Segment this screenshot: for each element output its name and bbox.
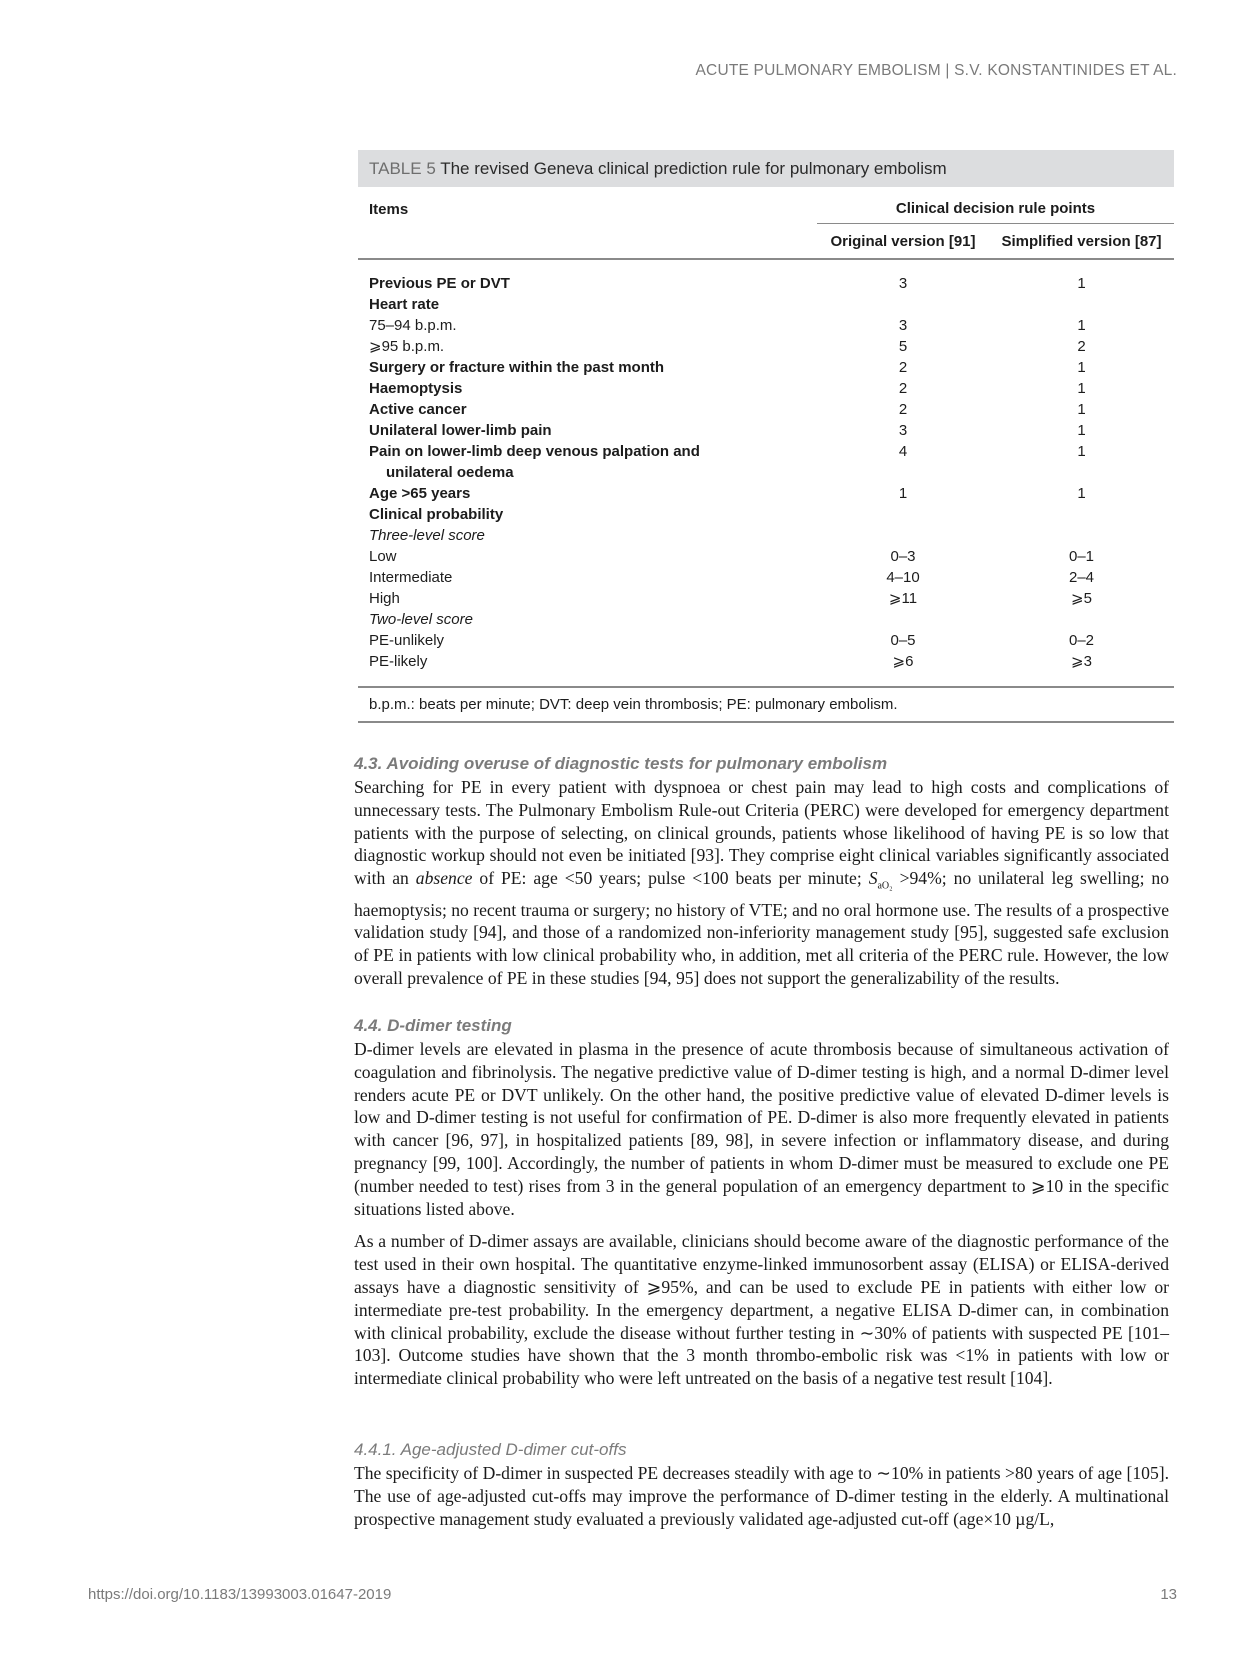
row-original: ⩾6 bbox=[892, 653, 914, 670]
row-item: Heart rate bbox=[369, 296, 440, 313]
table-row bbox=[358, 651, 1174, 672]
table-caption bbox=[358, 150, 1174, 187]
row-original: 2 bbox=[898, 359, 908, 376]
table-row bbox=[358, 441, 1174, 483]
row-original: 4 bbox=[898, 443, 908, 460]
subsection-heading: 4.4.1. Age-adjusted D-dimer cut-offs bbox=[354, 1440, 627, 1459]
section-4-3 bbox=[354, 754, 1169, 990]
table-row bbox=[358, 315, 1174, 336]
row-item: PE-unlikely bbox=[369, 632, 445, 649]
row-item: Previous PE or DVT bbox=[369, 275, 510, 292]
page-number: 13 bbox=[1160, 1586, 1177, 1603]
row-simplified: ⩾5 bbox=[1071, 590, 1092, 607]
row-simplified bbox=[989, 525, 1174, 546]
row-item: Surgery or fracture within the past month bbox=[369, 359, 665, 376]
sao2-subscript: aO₂ bbox=[877, 880, 893, 892]
table-row bbox=[358, 567, 1174, 588]
row-original bbox=[817, 525, 989, 546]
row-simplified: 1 bbox=[1077, 359, 1086, 376]
row-simplified: ⩾3 bbox=[1071, 653, 1092, 670]
section-4-4 bbox=[354, 1016, 1169, 1390]
row-item: Two-level score bbox=[369, 611, 473, 628]
row-item: Clinical probability bbox=[369, 506, 504, 523]
table-row bbox=[358, 259, 1174, 294]
row-original: 0–5 bbox=[890, 632, 916, 649]
row-item bbox=[358, 441, 817, 483]
col-header-group: Clinical decision rule points bbox=[817, 187, 1174, 224]
row-item: Unilateral lower-limb pain bbox=[369, 422, 552, 439]
row-simplified: 1 bbox=[1077, 485, 1086, 502]
section-paragraph: The specificity of D-dimer in suspected PE decreases steadily with age to ∼10% in patients >80 years of age [105]. The use of age-adjusted cut-offs may improve the performance of D-dimer testing in the elderly. A multinational prospective management study evaluated a previously validated age-adjusted cut-off (age×10 µg/L, bbox=[354, 1463, 1169, 1529]
section-paragraph: As a number of D-dimer assays are available, clinicians should become aware of the diagnostic performance of the test used in their own hospital. The quantitative enzyme-linked immunosorbent assay (ELISA) or ELISA-derived assays have a diagnostic sensitivity of ⩾95%, and can be used to exclude PE in patients with either low or intermediate pre-test probability. In the emergency department, a negative ELISA D-dimer can, in combination with clinical probability, exclude the disease without further testing in ∼30% of patients with suspected PE [101–103]. Outcome studies have shown that the 3 month thrombo-embolic risk was <1% in patients with low or intermediate clinical probability who were left untreated on the basis of a negative test result [104]. bbox=[354, 1231, 1169, 1389]
col-header-items: Items bbox=[369, 200, 409, 218]
row-simplified: 1 bbox=[1077, 401, 1086, 418]
running-head: ACUTE PULMONARY EMBOLISM | S.V. KONSTANTINIDES ET AL. bbox=[695, 62, 1177, 79]
section-paragraph: D-dimer levels are elevated in plasma in the presence of acute thrombosis because of simultaneous activation of coagulation and fibrinolysis. The negative predictive value of D-dimer testing is high, and a normal D-dimer level renders acute PE or DVT unlikely. On the other hand, the positive predictive value of elevated D-dimer levels is low and D-dimer testing is not useful for confirmation of PE. D-dimer is also more frequently elevated in patients with cancer [96, 97], in hospitalized patients [89, 98], in severe infection or inflammatory disease, and during pregnancy [99, 100]. Accordingly, the number of patients in whom D-dimer must be measured to exclude one PE (number needed to test) rises from 3 in the general population of an emergency department to ⩾10 in the specific situations listed above. bbox=[354, 1039, 1169, 1219]
row-original bbox=[817, 504, 989, 525]
row-item-line2: unilateral oedema bbox=[386, 464, 514, 481]
row-simplified: 1 bbox=[1077, 275, 1086, 292]
row-simplified: 0–1 bbox=[1068, 548, 1095, 565]
col-header-simplified: Simplified version [87] bbox=[989, 224, 1174, 260]
text-run: >94%; no unilateral leg swelling; no haemoptysis; no recent trauma or surgery; no history of VTE; and no oral hormone use. The results of a prospective validation study [94], and those of a randomized non-inferiority management study [95], suggested safe exclusion of PE in patients with low clinical probability who, in addition, met all criteria of the PERC rule. However, the low overall prevalence of PE in these studies [94, 95] does not support the generalizability of the results. bbox=[354, 868, 1169, 988]
table-row bbox=[358, 630, 1174, 651]
geneva-table bbox=[358, 187, 1174, 672]
row-simplified: 1 bbox=[1077, 317, 1086, 334]
row-simplified bbox=[989, 294, 1174, 315]
row-item: Age >65 years bbox=[369, 485, 471, 502]
row-simplified: 2 bbox=[1077, 338, 1086, 355]
row-item-line1: Pain on lower-limb deep venous palpation and bbox=[369, 443, 700, 460]
row-item: High bbox=[369, 590, 400, 607]
row-item: ⩾95 b.p.m. bbox=[369, 338, 445, 355]
row-item: Intermediate bbox=[369, 569, 453, 586]
row-simplified: 1 bbox=[1077, 380, 1086, 397]
row-item: Active cancer bbox=[369, 401, 467, 418]
row-original: 3 bbox=[898, 422, 908, 439]
row-item: Low bbox=[369, 548, 397, 565]
table-label: TABLE 5 bbox=[369, 159, 436, 178]
row-simplified: 1 bbox=[1077, 422, 1086, 439]
row-original bbox=[817, 294, 989, 315]
table-row bbox=[358, 588, 1174, 609]
table-footnote: b.p.m.: beats per minute; DVT: deep vein thrombosis; PE: pulmonary embolism. bbox=[358, 686, 1174, 723]
row-simplified bbox=[989, 609, 1174, 630]
emphasis: absence bbox=[415, 868, 473, 889]
table-row bbox=[358, 504, 1174, 525]
row-original: ⩾11 bbox=[888, 590, 918, 607]
section-heading: 4.3. Avoiding overuse of diagnostic tests for pulmonary embolism bbox=[354, 754, 888, 773]
section-heading: 4.4. D-dimer testing bbox=[354, 1016, 512, 1035]
table-row bbox=[358, 357, 1174, 378]
row-original: 1 bbox=[898, 485, 908, 502]
section-paragraph bbox=[354, 776, 1169, 990]
table-row bbox=[358, 294, 1174, 315]
table-row bbox=[358, 399, 1174, 420]
table-row bbox=[358, 546, 1174, 567]
row-original: 0–3 bbox=[890, 548, 916, 565]
text-run: Searching for PE in every patient with dyspnoea or chest pain may lead to high costs and complications of unnecessary tests. The Pulmonary Embolism Rule-out Criteria (PERC) were developed for emergency department patients with the purpose of selecting, on clinical grounds, patients whose likelihood of having PE is so low that diagnostic workup should not even be initiated [93]. They comprise eight clinical variables significantly associated with an bbox=[354, 777, 1169, 889]
row-simplified: 2–4 bbox=[1068, 569, 1095, 586]
row-original bbox=[817, 609, 989, 630]
row-original: 4–10 bbox=[886, 569, 920, 586]
row-item: PE-likely bbox=[369, 653, 428, 670]
row-original: 3 bbox=[898, 275, 908, 292]
row-item: Three-level score bbox=[369, 527, 485, 544]
doi-link[interactable]: https://doi.org/10.1183/13993003.01647-2019 bbox=[88, 1586, 392, 1603]
table-5 bbox=[358, 150, 1174, 723]
row-item: 75–94 b.p.m. bbox=[369, 317, 457, 334]
row-original: 3 bbox=[898, 317, 908, 334]
row-item: Haemoptysis bbox=[369, 380, 463, 397]
table-row bbox=[358, 609, 1174, 630]
table-row bbox=[358, 525, 1174, 546]
table-row bbox=[358, 483, 1174, 504]
table-row bbox=[358, 336, 1174, 357]
sao2-symbol: S bbox=[868, 868, 878, 889]
text-run: of PE: age <50 years; pulse <100 beats per minute; bbox=[472, 868, 869, 889]
col-header-empty bbox=[358, 224, 817, 260]
table-title: The revised Geneva clinical prediction rule for pulmonary embolism bbox=[440, 159, 947, 178]
col-header-original: Original version [91] bbox=[817, 224, 989, 260]
row-original: 2 bbox=[898, 401, 908, 418]
section-4-4-1 bbox=[354, 1440, 1169, 1530]
row-original: 2 bbox=[898, 380, 908, 397]
row-simplified: 0–2 bbox=[1068, 632, 1095, 649]
row-original: 5 bbox=[898, 338, 908, 355]
table-row bbox=[358, 378, 1174, 399]
table-row bbox=[358, 420, 1174, 441]
row-simplified: 1 bbox=[1077, 443, 1086, 460]
row-simplified bbox=[989, 504, 1174, 525]
